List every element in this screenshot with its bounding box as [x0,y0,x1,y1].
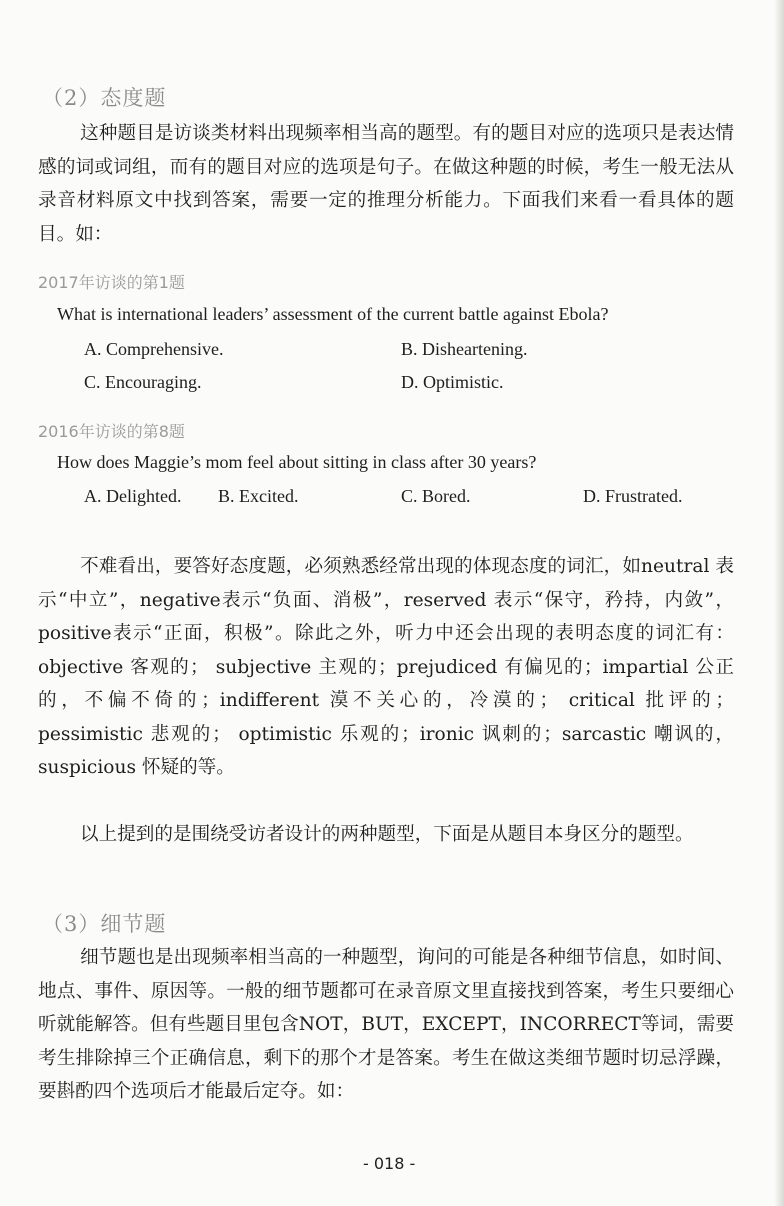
section-2-heading: （2）态度题 [42,86,167,110]
analysis-paragraph [38,550,734,785]
example-1-option-c: C. Encouraging. [84,372,202,392]
example-1-option-a: A. Comprehensive. [84,339,224,359]
section-2-intro [38,117,734,251]
example-2-option-c: C. Bored. [401,486,471,506]
section-2-intro-text: 这种题目是访谈类材料出现频率相当高的题型。有的题目对应的选项只是表达情感的词或词组，而有的题目对应的选项是句子。在做这种题的时候，考生一般无法从录音材料原文中找到答案，需要一定的推理分析能力。下面我们来看一看具体的题目。如： [38,123,734,245]
example-2-label: 2016年访谈的第8题 [38,422,185,441]
section-3-intro [38,941,734,1109]
example-1-question: What is international leaders’ assessment of the current battle against Ebola? [57,304,609,324]
section-3-intro-text: 细节题也是出现频率相当高的一种题型，询问的可能是各种细节信息，如时间、地点、事件、原因等。一般的细节题都可在录音原文里直接找到答案，考生只要细心听就能解答。但有些题目里包含NOT，BUT，EXCEPT，INCORRECT等词，需要考生排除掉三个正确信息，剩下的那个才是答案。考生在做这类细节题时切忌浮躁，要斟酌四个选项后才能最后定夺。如： [38,947,734,1102]
example-2-option-b: B. Excited. [218,486,299,506]
transition-paragraph [38,818,734,852]
example-2-option-a: A. Delighted. [84,486,182,506]
page-number: - 018 - [363,1154,416,1173]
analysis-text: 不难看出，要答好态度题，必须熟悉经常出现的体现态度的词汇，如neutral 表示“中立”，negative表示“负面、消极”，reserved 表示“保守，矜持，内敛”，positive表示“正面，积极”。除此之外，听力中还会出现的表明态度的词汇有：objective 客观的； subjective 主观的；prejudiced 有偏见的；impartial 公正的，不偏不倚的；indifferent 漠不关心的，冷漠的； critical 批评的； pessimistic 悲观的； optimistic 乐观的；ironic 讽刺的；sarcastic 嘲讽的，suspicious 怀疑的等。 [38,556,734,778]
transition-text: 以上提到的是围绕受访者设计的两种题型，下面是从题目本身区分的题型。 [80,824,694,845]
example-1-label: 2017年访谈的第1题 [38,273,185,292]
book-spine-shadow [774,0,784,1206]
section-3-heading: （3）细节题 [42,912,167,936]
example-2-option-d: D. Frustrated. [583,486,683,506]
example-1-option-b: B. Disheartening. [401,339,528,359]
example-1-option-d: D. Optimistic. [401,372,504,392]
example-2-question: How does Maggie’s mom feel about sitting in class after 30 years? [57,452,537,472]
